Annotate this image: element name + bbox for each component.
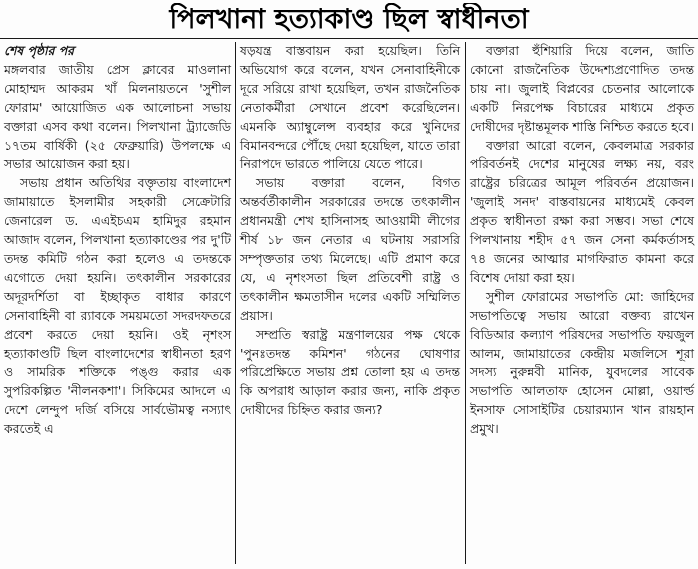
paragraph: মঙ্গলবার জাতীয় প্রেস ক্লাবের মাওলানা মোহাম্মদ আকরম খাঁ মিলনায়তনে 'সুশীল ফোরাম' আয়োজিত এক আলোচনা সভায় বক্তারা এসব কথা বলেন। পিলখানা ট্র্যাজেডি ১৭তম বার্ষিকী (২৫ ফেব্রুয়ারি) উপলক্ষে এ সভার আয়োজন করা হয়। bbox=[4, 61, 231, 172]
headline: পিলখানা হত্যাকাণ্ড ছিল স্বাধীনতা bbox=[169, 4, 529, 35]
article-column-1 bbox=[4, 42, 231, 439]
article-column-3 bbox=[470, 42, 694, 439]
column-divider-2 bbox=[465, 42, 466, 564]
article-column-2 bbox=[240, 42, 460, 420]
paragraph: ষড়যন্ত্র বাস্তবায়ন করা হয়েছিল। তিনি অভিযোগ করে বলেন, যখন সেনাবাহিনীকে দূরে সরিয়ে রাখা হয়েছিল, তখন রাজনৈতিক নেতাকর্মীরা সেখানে প্রবেশ করেছিলেন। এমনকি অ্যাম্বুলেন্স ব্যবহার করে খুনিদের বিমানবন্দরে পৌঁছে দেয়া হয়েছিল, যাতে তারা নিরাপদে ভারতে পালিয়ে যেতে পারে। bbox=[240, 43, 460, 172]
paragraph: সুশীল ফোরামের সভাপতি মো: জাহিদের সভাপতিত্বে সভায় আরো বক্তব্য রাখেন বিডিআর কল্যাণ পরিষদের সভাপতি ফয়জুল আলম, জামায়াতের কেন্দ্রীয় মজলিসে শূরা সদস্য নুরুন্নবী মানিক, যুবদলের সাবেক সভাপতি আলতাফ হোসেন মোল্লা, ওয়ার্ল্ড ইনসাফ সোসাইটির চেয়ারম্যান খান রায়হান প্রমুখ। bbox=[470, 288, 694, 437]
paragraph: সম্প্রতি স্বরাষ্ট্র মন্ত্রণালয়ের পক্ষ থেকে 'পুনঃতদন্ত কমিশন' গঠনের ঘোষণার পরিপ্রেক্ষিতে সভায় প্রশ্ন তোলা হয় এ তদন্ত কি অপরাধ আড়াল করার জন্য, নাকি প্রকৃত দোষীদের চিহ্নিত করার জন্য? bbox=[240, 326, 460, 418]
paragraph: সভায় প্রধান অতিথির বক্তৃতায় বাংলাদেশ জামায়াতে ইসলামীর সহকারী সেক্রেটারি জেনারেল ড. এএইচএম হামিদুর রহমান আজাদ বলেন, পিলখানা হত্যাকাণ্ডের পর দু'টি তদন্ত কমিটি গঠন করা হলেও এ তদন্তকে এগোতে দেয়া হয়নি। তৎকালীন সরকারের অদূরদর্শিতা বা ইচ্ছাকৃত বাধার কারণে সেনাবাহিনী বা র‍্যাবকে সময়মতো সদরদফতরে প্রবেশ করতে দেয়া হয়নি। ওই নৃশংস হত্যাকাণ্ডটি ছিল বাংলাদেশের স্বাধীনতা হরণ ও সামরিক শক্তিকে পঙ্গু করার এক সুপরিকল্পিত 'নীলনকশা'। সিকিমের আদলে এ দেশে লেন্দুপ দর্জি বসিয়ে সার্বভৌমত্ব নস্যাৎ করতেই এ bbox=[4, 175, 231, 437]
paragraph: বক্তারা আরো বলেন, কেবলমাত্র সরকার পরিবর্তনই দেশের মানুষের লক্ষ্য নয়, বরং রাষ্ট্রের চরিত্রের আমূল পরিবর্তন প্রয়োজন। 'জুলাই সনদ' বাস্তবায়নের মাধ্যমেই কেবল প্রকৃত স্বাধীনতা রক্ষা করা সম্ভব। সভা শেষে পিলখানায় শহীদ ৫৭ জন সেনা কর্মকর্তাসহ ৭৪ জনের আত্মার মাগফিরাত কামনা করে বিশেষ দোয়া করা হয়। bbox=[470, 137, 694, 285]
paragraph: সভায় বক্তারা বলেন, বিগত অন্তর্বর্তীকালীন সরকারের তদন্তে তৎকালীন প্রধানমন্ত্রী শেখ হাসিনাসহ আওয়ামী লীগের শীর্ষ ১৮ জন নেতার এ ঘটনায় সরাসরি সম্পৃক্ততার তথ্য মিলেছে। এটি প্রমাণ করে যে, এ নৃশংসতা ছিল প্রতিবেশী রাষ্ট্র ও তৎকালীন ক্ষমতাসীন দলের একটি সম্মিলিত প্রয়াস। bbox=[240, 175, 460, 323]
headline-rule bbox=[0, 38, 698, 39]
kicker: শেষ পৃষ্ঠার পর bbox=[4, 43, 74, 58]
column-divider-1 bbox=[235, 42, 236, 564]
paragraph: বক্তারা হুঁশিয়ারি দিয়ে বলেন, জাতি কোনো রাজনৈতিক উদ্দেশ্যপ্রণোদিত তদন্ত চায় না। জুলাই বিপ্লবের চেতনার আলোকে একটি নিরপেক্ষ বিচারের মাধ্যমে প্রকৃত দোষীদের দৃষ্টান্তমূলক শাস্তি নিশ্চিত করতে হবে। bbox=[470, 43, 694, 134]
